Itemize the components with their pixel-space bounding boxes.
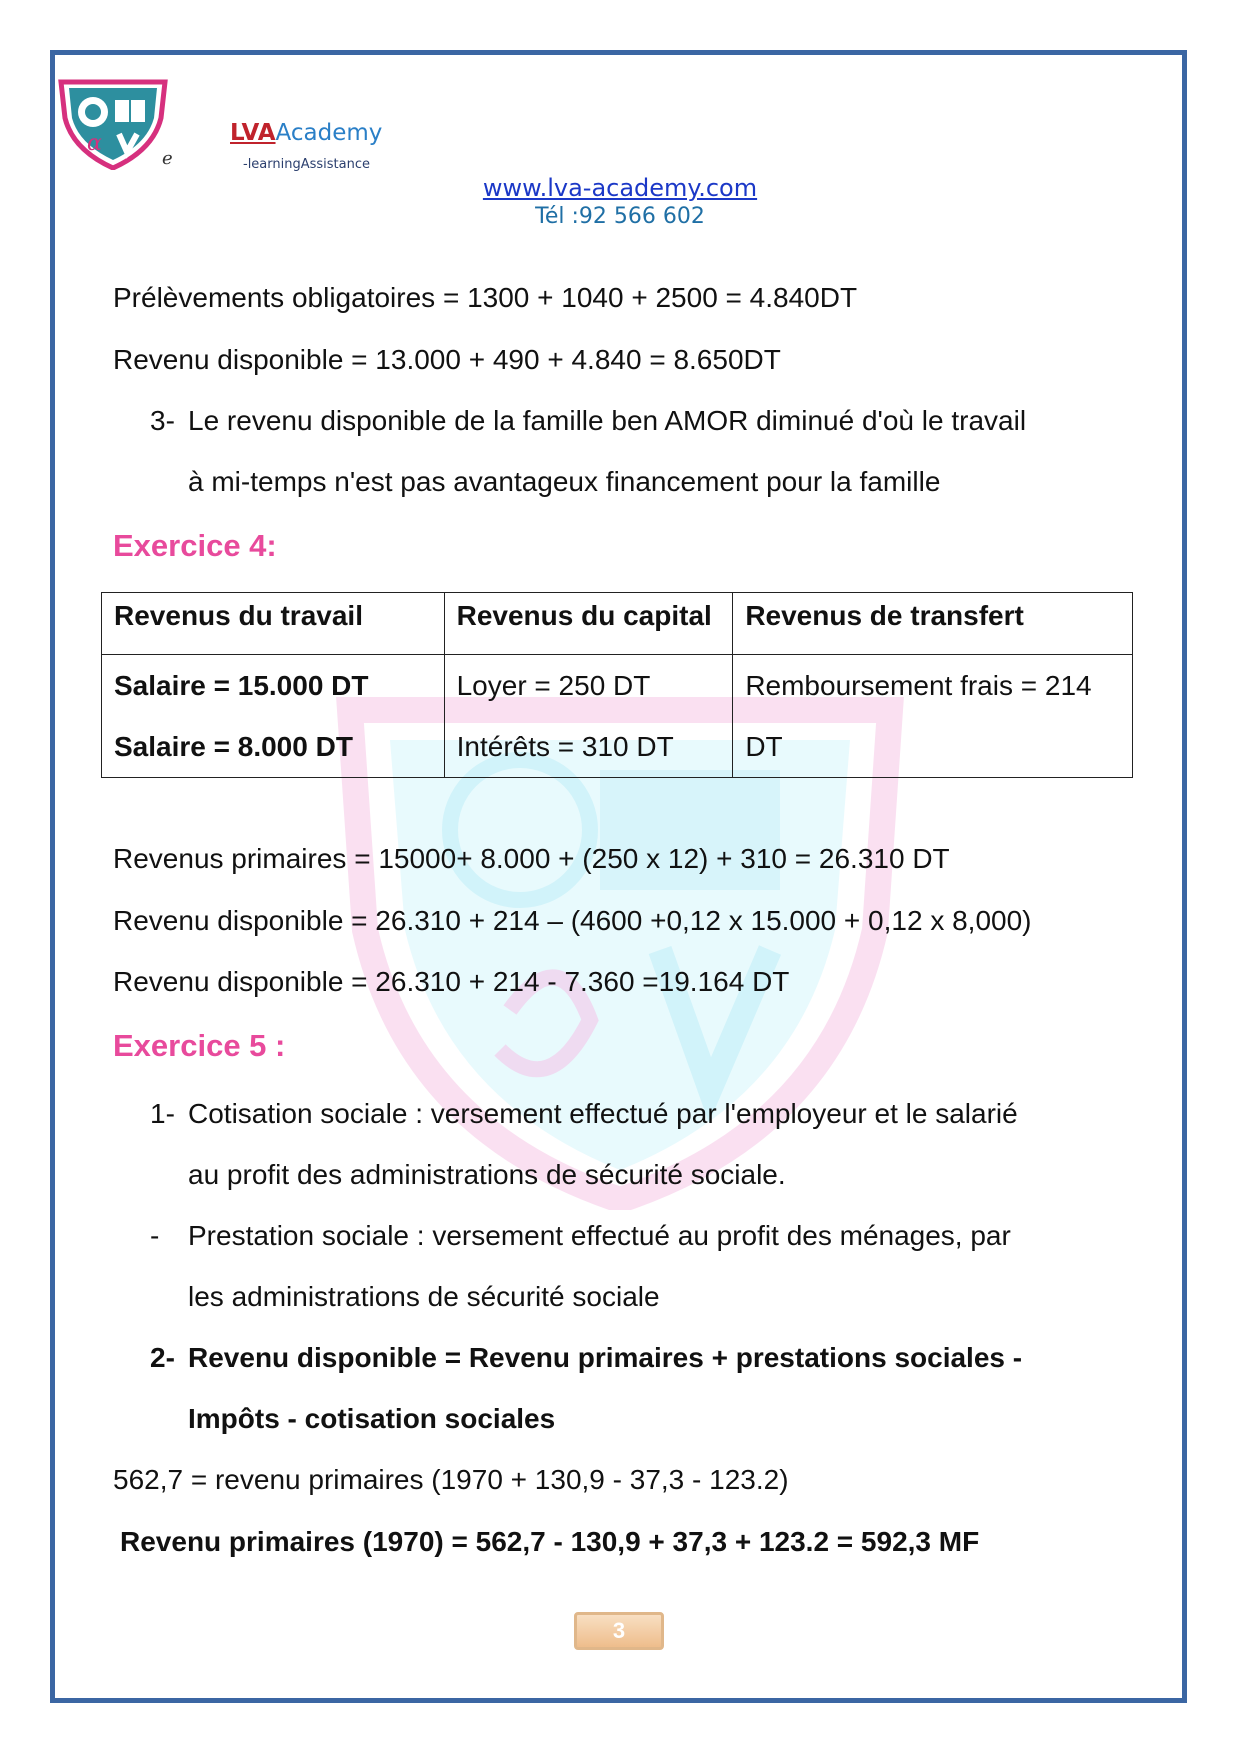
text-line: Revenu disponible = 13.000 + 490 + 4.840 = 8.650DT: [113, 344, 781, 375]
website-link[interactable]: www.lva-academy.com: [482, 174, 758, 202]
section-heading: Exercice 4:: [113, 528, 277, 563]
list-dash: -: [150, 1220, 160, 1251]
cell-line: Intérêts = 310 DT: [456, 731, 674, 762]
list-item-text: les administrations de sécurité sociale: [188, 1281, 660, 1312]
cell-line: Remboursement frais = 214: [745, 670, 1092, 701]
list-item-text: à mi-temps n'est pas avantageux financement pour la famille: [188, 466, 941, 497]
brand-name: [230, 120, 382, 146]
list-item-text: Cotisation sociale : versement effectué par l'employeur et le salarié: [188, 1098, 1018, 1129]
table-cell: [444, 655, 733, 778]
table-header-row: [102, 593, 1133, 655]
list-item-text: Le revenu disponible de la famille ben AMOR diminué d'où le travail: [188, 405, 1027, 436]
lva-shield-logo-icon: [57, 78, 169, 170]
list-number: 2-: [150, 1342, 175, 1373]
equation-line: Revenu primaires (1970) = 562,7 - 130,9 + 37,3 + 123.2 = 592,3 MF: [120, 1526, 980, 1557]
text-line: Revenu disponible = 26.310 + 214 – (4600 +0,12 x 15.000 + 0,12 x 8,000): [113, 905, 1032, 936]
text-line: Revenus primaires = 15000+ 8.000 + (250 x 12) + 310 = 26.310 DT: [113, 843, 950, 874]
list-item-text: Impôts - cotisation sociales: [188, 1403, 556, 1434]
table-row: [102, 655, 1133, 778]
table-header-cell: Revenus du travail: [102, 593, 445, 655]
section-heading: Exercice 5 :: [113, 1028, 286, 1063]
brand-suffix: Academy: [275, 120, 383, 146]
equation-line: 562,7 = revenu primaires (1970 + 130,9 - 37,3 - 123.2): [113, 1464, 789, 1495]
list-item-text: au profit des administrations de sécurité sociale.: [188, 1159, 786, 1190]
cell-line: Salaire = 15.000 DT: [114, 670, 369, 701]
phone-number: Tél :92 566 602: [535, 204, 705, 229]
svg-text:α: α: [87, 131, 102, 156]
cell-line: Loyer = 250 DT: [456, 670, 651, 701]
table-cell: [102, 655, 445, 778]
cell-line: DT: [745, 731, 783, 762]
text-line: Revenu disponible = 26.310 + 214 - 7.360 =19.164 DT: [113, 966, 790, 997]
list-number: 3-: [150, 405, 175, 436]
revenue-table: [101, 592, 1133, 778]
brand-tagline: -learningAssistance: [243, 157, 370, 172]
logo-letter: e: [162, 148, 173, 169]
list-item-text: Revenu disponible = Revenu primaires + prestations sociales -: [188, 1342, 1023, 1373]
table-cell: [733, 655, 1133, 778]
brand-prefix: LVA: [230, 120, 276, 146]
table-header-cell: Revenus de transfert: [733, 593, 1133, 655]
list-number: 1-: [150, 1098, 175, 1129]
cell-line: Salaire = 8.000 DT: [114, 731, 353, 762]
text-line: Prélèvements obligatoires = 1300 + 1040 + 2500 = 4.840DT: [113, 282, 858, 313]
list-item-text: Prestation sociale : versement effectué au profit des ménages, par: [188, 1220, 1011, 1251]
table-header-cell: Revenus du capital: [444, 593, 733, 655]
page-number: 3: [574, 1612, 664, 1650]
